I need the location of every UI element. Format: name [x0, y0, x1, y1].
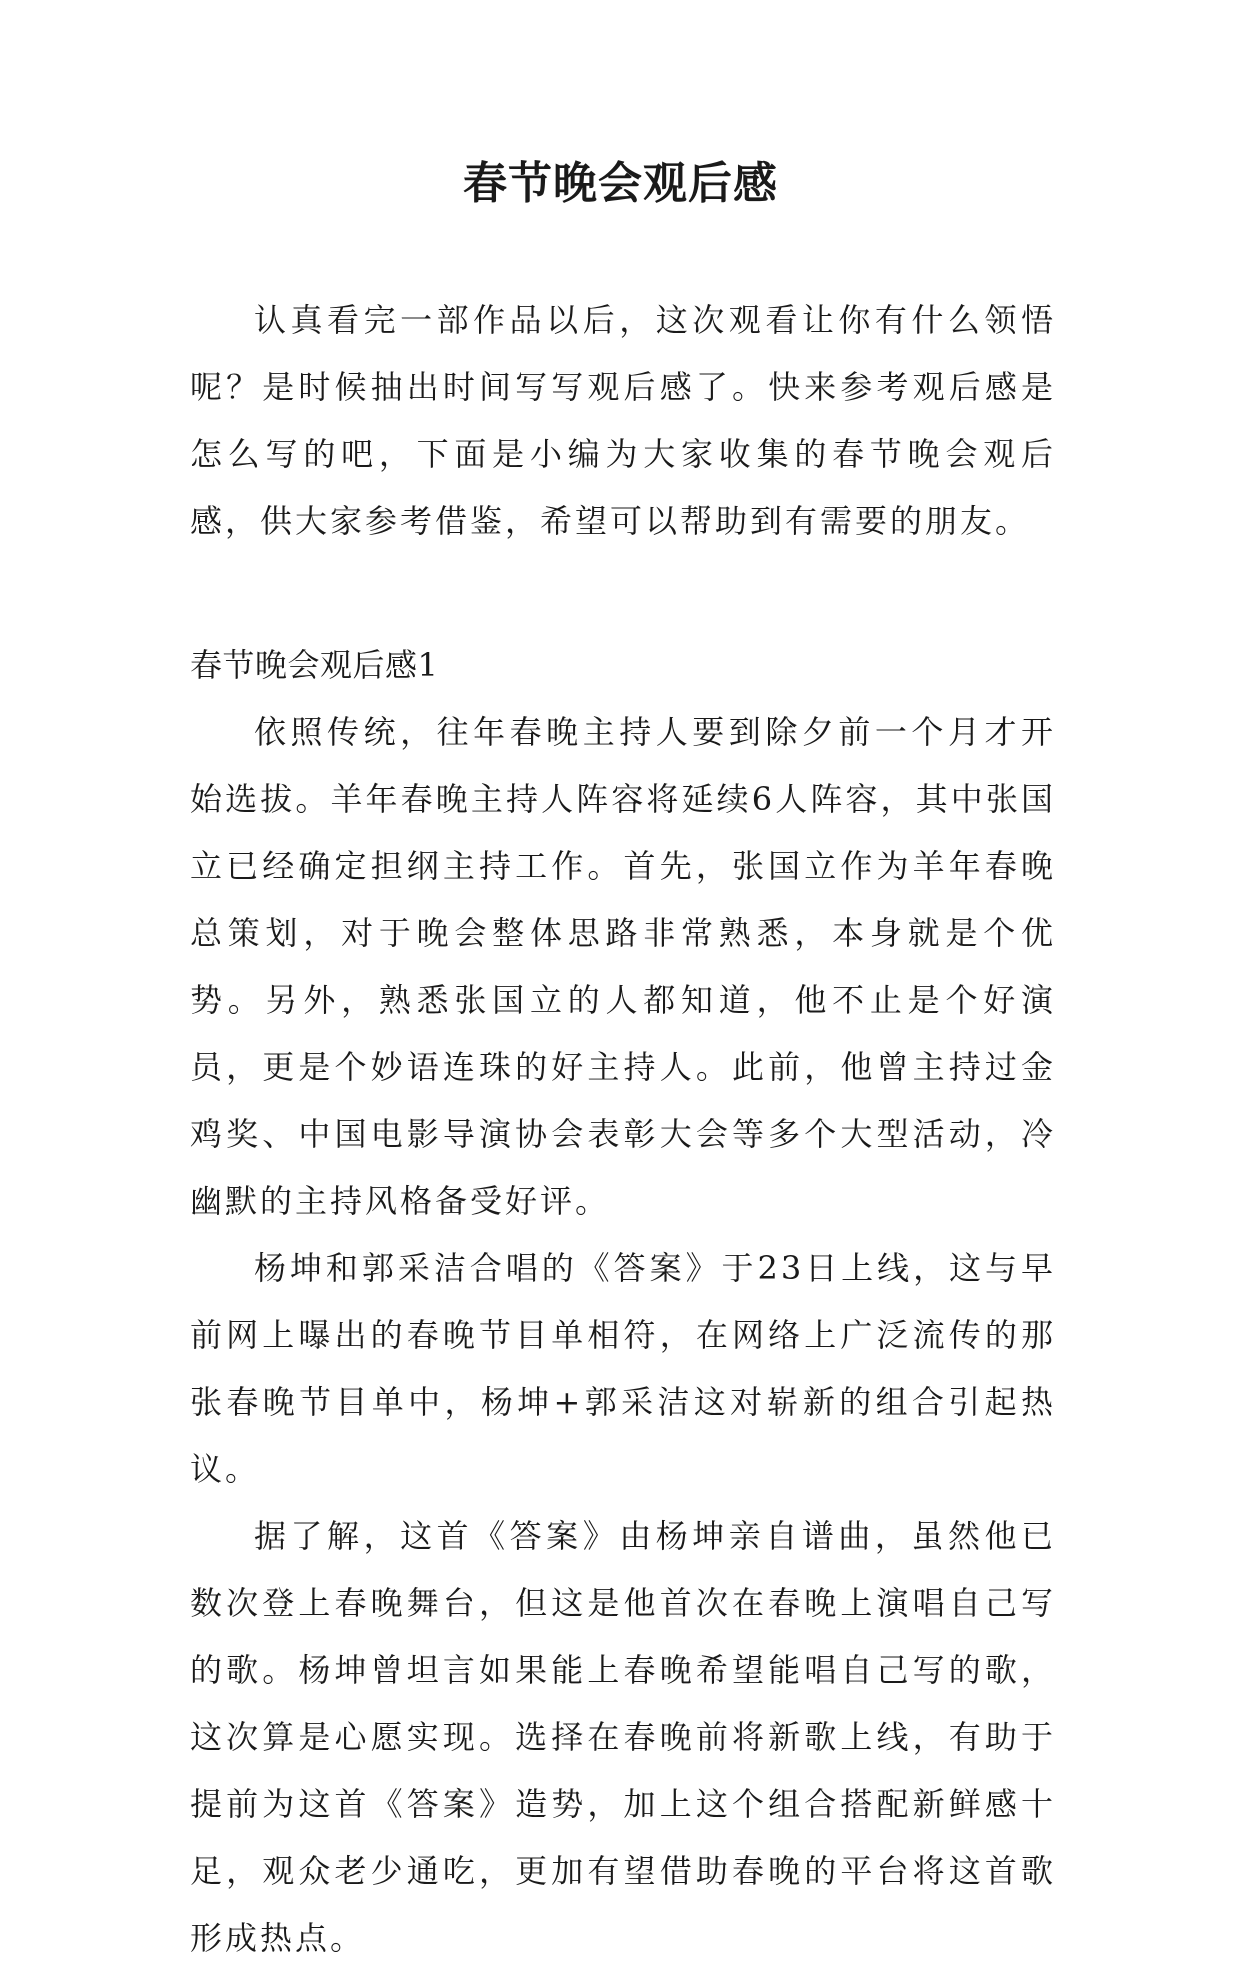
intro-paragraph: 认真看完一部作品以后，这次观看让你有什么领悟呢？是时候抽出时间写写观后感了。快来参考观后感是怎么写的吧，下面是小编为大家收集的春节晚会观后感，供大家参考借鉴，希望可以帮助到有需要的朋友。	[190, 301, 1056, 540]
body-paragraph-3: 据了解，这首《答案》由杨坤亲自谱曲，虽然他已数次登上春晚舞台，但这是他首次在春晚上演唱自己写的歌。杨坤曾坦言如果能上春晚希望能唱自己写的歌，这次算是心愿实现。选择在春晚前将新歌上线，有助于提前为这首《答案》造势，加上这个组合搭配新鲜感十足，观众老少通吃，更加有望借助春晚的平台将这首歌形成热点。	[190, 1517, 1056, 1957]
paragraph-gap	[190, 555, 1056, 632]
document-body	[190, 287, 1056, 1972]
body-paragraph-2: 杨坤和郭采洁合唱的《答案》于23日上线，这与早前网上曝出的春晚节目单相符，在网络上广泛流传的那张春晚节目单中，杨坤+郭采洁这对崭新的组合引起热议。	[190, 1249, 1056, 1488]
body-paragraph-1: 依照传统，往年春晚主持人要到除夕前一个月才开始选拔。羊年春晚主持人阵容将延续6人阵容，其中张国立已经确定担纲主持工作。首先，张国立作为羊年春晚总策划，对于晚会整体思路非常熟悉，本身就是个优势。另外，熟悉张国立的人都知道，他不止是个好演员，更是个妙语连珠的好主持人。此前，他曾主持过金鸡奖、中国电影导演协会表彰大会等多个大型活动，冷幽默的主持风格备受好评。	[190, 713, 1056, 1220]
section-heading: 春节晚会观后感1	[190, 646, 439, 684]
document-title: 春节晚会观后感	[463, 158, 778, 209]
